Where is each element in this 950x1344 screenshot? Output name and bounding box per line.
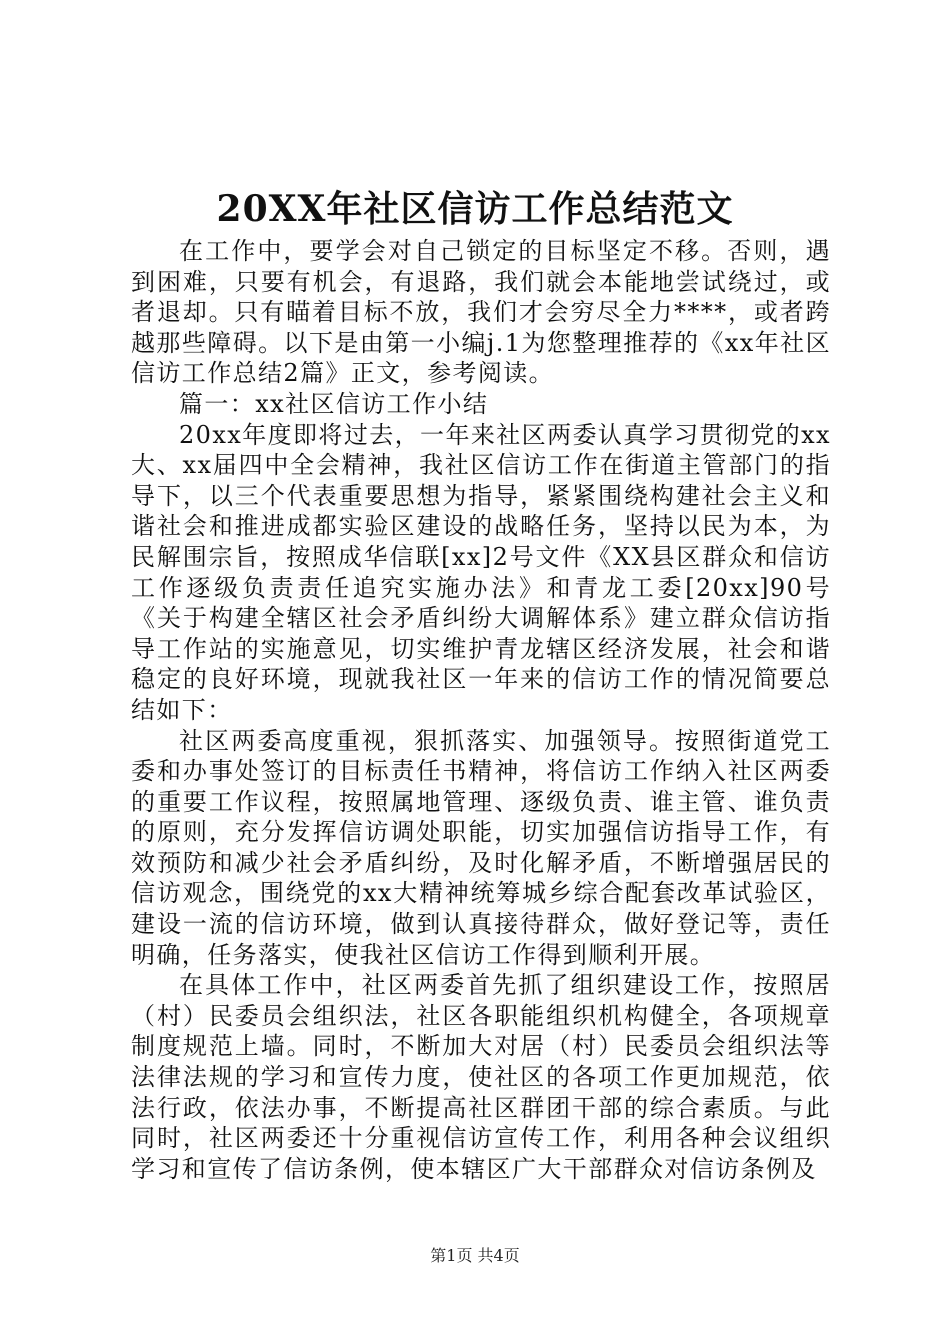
body-paragraph: 在具体工作中，社区两委首先抓了组织建设工作，按照居（村）民委员会组织法，社区各职能组织机构健全，各项规章制度规范上墙。同时，不断加大对居（村）民委员会组织法等法律法规的学习和宣传力度，使社区的各项工作更加规范，依法行政，依法办事，不断提高社区群团干部的综合素质。与此同时，社区两委还十分重视信访宣传工作，利用各种会议组织学习和宣传了信访条例，使本辖区广大干部群众对信访条例及 [131,971,831,1183]
intro-paragraph: 在工作中，要学会对自己锁定的目标坚定不移。否则，遇到困难，只要有机会，有退路，我们就会本能地尝试绕过，或者退却。只有瞄着目标不放，我们才会穷尽全力****，或者跨越那些障碍。以下是由第一小编j.1为您整理推荐的《xx年社区信访工作总结2篇》正文，参考阅读。 [131,237,831,388]
page-number-footer: 第1页 共4页 [430,1246,520,1265]
document-title: 20XX年社区信访工作总结范文 [216,188,734,230]
document-body [131,236,831,1184]
body-paragraph: 20xx年度即将过去，一年来社区两委认真学习贯彻党的xx大、xx届四中全会精神，我社区信访工作在街道主管部门的指导下，以三个代表重要思想为指导，紧紧围绕构建社会主义和谐社会和推进成都实验区建设的战略任务，坚持以民为本，为民解围宗旨，按照成华信联[xx]2号文件《XX县区群众和信访工作逐级负责责任追究实施办法》和青龙工委[20xx]90号《关于构建全辖区社会矛盾纠纷大调解体系》建立群众信访指导工作站的实施意见，切实维护青龙辖区经济发展，社会和谐稳定的良好环境，现就我社区一年来的信访工作的情况简要总结如下： [131,420,831,724]
body-paragraph: 社区两委高度重视，狠抓落实、加强领导。按照街道党工委和办事处签订的目标责任书精神，将信访工作纳入社区两委的重要工作议程，按照属地管理、逐级负责、谁主管、谁负责的原则，充分发挥信访调处职能，切实加强信访指导工作，有效预防和减少社会矛盾纠纷，及时化解矛盾，不断增强居民的信访观念，围绕党的xx大精神统筹城乡综合配套改革试验区，建设一流的信访环境，做到认真接待群众，做好登记等，责任明确，任务落实，使我社区信访工作得到顺利开展。 [131,726,831,969]
section-heading: 篇一：xx社区信访工作小结 [179,389,489,418]
